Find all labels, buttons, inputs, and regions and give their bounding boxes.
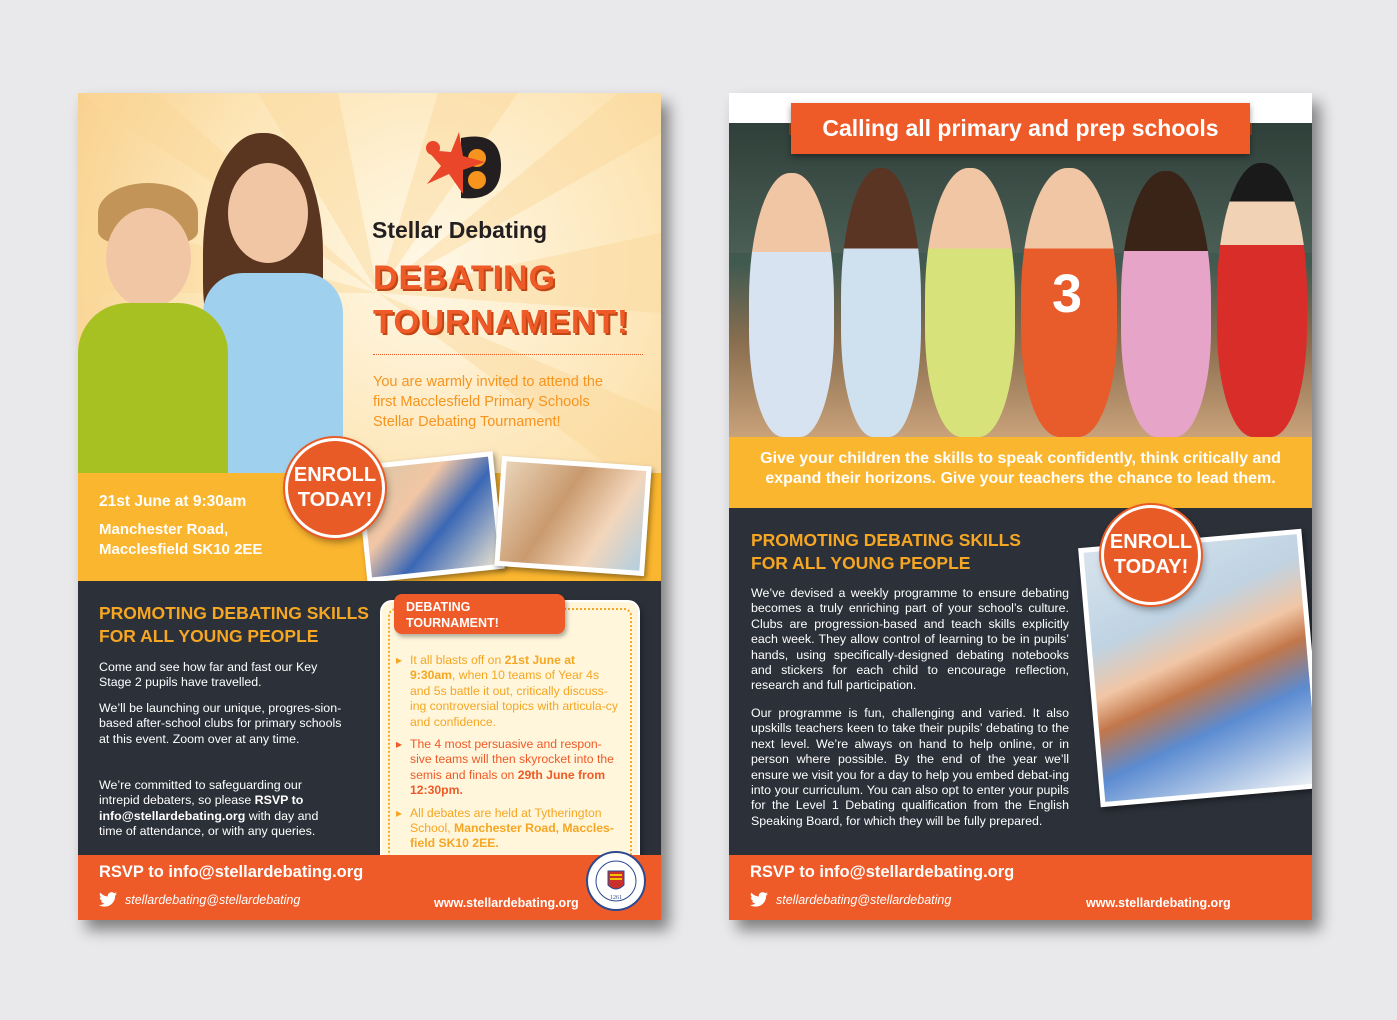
svg-text:1261: 1261 (610, 895, 622, 901)
twitter-icon (750, 892, 768, 907)
body-text-2: We’ll be launching our unique, progres-sion-based after-school clubs for primary schools at this event. Zoom over at any time. (99, 701, 342, 746)
heading-line: FOR ALL YOUNG PEOPLE (751, 553, 971, 573)
tagline-line: Give your children the skills to speak confidently, think critically and (760, 450, 1281, 467)
promo-heading (751, 529, 1021, 575)
heading-line: PROMOTING DEBATING SKILLS (99, 603, 369, 623)
tagline-line: expand their horizons. Give your teachers the chance to lead them. (765, 470, 1276, 487)
list-item: ▸ All debates are held at Tytherington School, Manchester Road, Maccles-field SK10 2EE. (396, 805, 614, 851)
body3-part: with day and time of attendance, or with any queries. (99, 808, 319, 839)
logo-mark-icon (423, 128, 503, 206)
child-3 (925, 168, 1015, 437)
enroll-line: TODAY! (297, 489, 373, 511)
twitter-handle-text: stellardebating@stellardebating (776, 892, 952, 907)
boy-shirt (78, 303, 228, 473)
council-seal-icon (586, 851, 646, 911)
body3-part: We’re committed to safeguarding our intrepid debaters, so please (99, 778, 302, 808)
tournament-box-title (394, 594, 565, 634)
box-title-line: TOURNAMENT! (406, 616, 499, 630)
address-line: Macclesfield SK10 2EE (99, 541, 263, 558)
rsvp-link[interactable]: RSVP to info@stellardebating.org (99, 863, 364, 881)
footer (78, 855, 661, 920)
invite-text (373, 372, 603, 432)
jersey-number: 3 (1052, 264, 1083, 324)
heading-line: FOR ALL YOUNG PEOPLE (99, 626, 319, 646)
enroll-line: TODAY! (1113, 556, 1189, 578)
list-item: ▸ The 4 most persuasive and respon-sive teams will then skyrocket into the semis and finals on 29th June from 12:30pm. (396, 737, 614, 798)
flyer-left (78, 93, 661, 920)
body-text-1: We’ve devised a weekly programme to ensure debating becomes a truly enriching part of your school’s culture. Clubs are progression-based and teach skills explicitly each week. They allow control of learning to be in pupils’ hands, using specifically-designed debating notebooks and stickers for each child to encourage reflection, research and full participation. (751, 586, 1069, 693)
invite-line: You are warmly invited to attend the (373, 374, 603, 390)
enroll-badge[interactable] (1101, 505, 1201, 605)
body-text-3 (99, 778, 334, 840)
child-1 (749, 173, 834, 437)
classroom-photo-2 (494, 456, 651, 576)
title-line1: DEBATING (373, 259, 557, 297)
rsvp-link[interactable]: RSVP to info@stellardebating.org (750, 863, 1015, 881)
promo-heading (99, 602, 369, 648)
enroll-badge[interactable] (285, 438, 385, 538)
enroll-line: ENROLL (293, 464, 377, 486)
flyer-right (729, 93, 1312, 920)
body-text-1: Come and see how far and fast our Key Stage 2 pupils have travelled. (99, 660, 318, 690)
tagline (729, 449, 1312, 489)
title-line2: TOURNAMENT! (373, 303, 630, 340)
banner-text: Calling all primary and prep schools (822, 115, 1219, 141)
twitter-handle[interactable] (750, 892, 951, 907)
invite-line: first Macclesfield Primary Schools (373, 394, 590, 410)
group-photo (729, 123, 1312, 437)
twitter-handle[interactable] (99, 892, 300, 907)
event-date: 21st June at 9:30am (99, 493, 247, 510)
child-5 (1121, 171, 1211, 437)
child-6 (1217, 163, 1307, 437)
tournament-list (396, 653, 622, 852)
invite-line: Stellar Debating Tournament! (373, 414, 561, 430)
heading-line: PROMOTING DEBATING SKILLS (751, 530, 1021, 550)
brand-name: Stellar Debating (372, 217, 548, 243)
list-item: ▸ It all blasts off on 21st June at 9:30am, when 10 teams of Year 4s and 5s battle it out, critically discuss-ing controversial topics with articula-cy and confidence. (396, 653, 618, 729)
box-title-line: DEBATING (406, 600, 471, 614)
footer (729, 855, 1312, 920)
rsvp-inline: RSVP to info@stellardebating.org (99, 793, 304, 823)
event-address (99, 520, 262, 560)
body-text-2: Our programme is fun, challenging and varied. It also upskills teachers keen to take their pupils’ debating to the next level. We’re always on hand to help online, or in person where possible. By the end of the year we’ll ensure we visit you for a day to help you embed debat-ing into your curriculum. You can also opt to enter your pupils for the Level 1 Debating qualification from the English Speaking Board, for which they will be fully prepared. (751, 706, 1069, 828)
girl-face (228, 163, 308, 263)
hero-kids-photo (78, 123, 378, 473)
boy-face (106, 208, 191, 308)
website-link[interactable]: www.stellardebating.org (1086, 896, 1231, 910)
title-divider (373, 354, 643, 355)
child-2 (841, 168, 921, 437)
twitter-handle-text: stellardebating@stellardebating (125, 892, 301, 907)
twitter-icon (99, 892, 117, 907)
website-link[interactable]: www.stellardebating.org (434, 896, 579, 910)
enroll-line: ENROLL (1109, 531, 1193, 553)
address-line: Manchester Road, (99, 521, 229, 538)
